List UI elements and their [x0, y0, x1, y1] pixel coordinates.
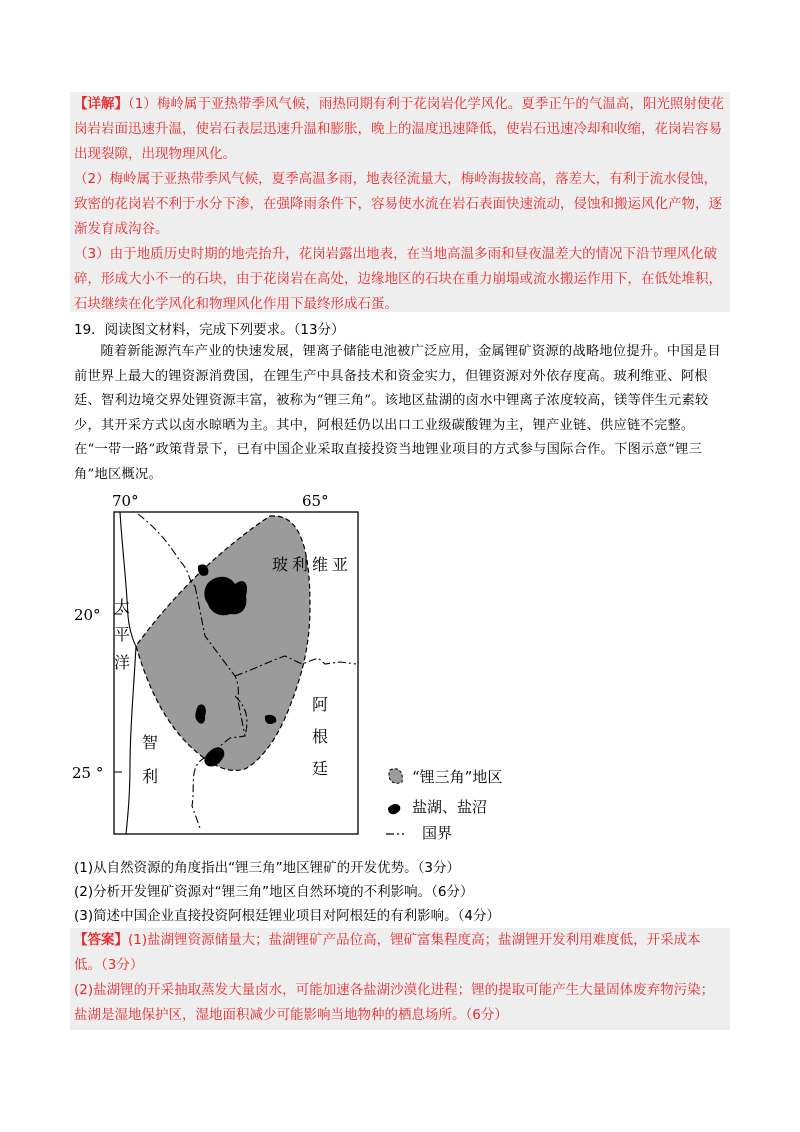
lon-label-left: 70°	[112, 492, 139, 510]
label-argentina-1: 阿	[312, 695, 329, 714]
detail-p1: 【详解】（1）梅岭属于亚热带季风气候，雨热同期有利于花岗岩化学风化。夏季正午的气温高，阳光照射使花岗岩岩面迅速升温，使岩石表层迅速升温和膨胀，晚上的温度迅速降低，使岩石迅速冷却和收缩，花岗岩容易出现裂隙，出现物理风化。	[74, 96, 724, 162]
label-bolivia: 玻利维亚	[272, 555, 353, 574]
map-legend	[386, 768, 502, 842]
answer-1: 【答案】(1)盐湖锂资源储量大；盐湖锂矿产品位高，锂矿富集程度高；盐湖锂开发利用难度低，开采成本低。（3分）	[74, 932, 701, 973]
question-title: 19．阅读图文材料，完成下列要求。（13分）	[74, 322, 345, 338]
label-argentina-3: 廷	[312, 759, 329, 778]
sub-question-2: (2)分析开发锂矿资源对“锂三角”地区自然环境的不利影响。（6分）	[74, 884, 474, 900]
legend-triangle-label: “锂三角”地区	[412, 768, 503, 786]
label-chile-2: 利	[142, 767, 159, 786]
lat-label-top: 20°	[74, 606, 101, 624]
label-argentina-2: 根	[312, 727, 329, 746]
label-chile-1: 智	[142, 733, 159, 752]
sub-question-1: (1)从自然资源的角度指出“锂三角”地区锂矿的开发优势。（3分）	[74, 860, 460, 876]
detail-explanation	[70, 92, 730, 312]
label-pacific-1: 太	[114, 597, 131, 616]
answer-block	[70, 928, 730, 1030]
legend-salt-label: 盐湖、盐沼	[412, 798, 488, 816]
label-pacific-2: 平	[114, 625, 131, 644]
question-passage: 随着新能源汽车产业的快速发展，锂离子储能电池被广泛应用，金属锂矿资源的战略地位提升。中国是目前世界上最大的锂资源消费国，在锂生产中具备技术和资金实力，但锂资源对外依存度高。玻利维亚、阿根廷、智利边境交界处锂资源丰富，被称为“锂三角”。该地区盐湖的卤水中锂离子浓度较高，镁等伴生元素较少，其开采方式以卤水晾晒为主。其中，阿根廷仍以出口工业级碳酸锂为主，锂产业链、供应链不完整。在“一带一路”政策背景下，已有中国企业采取直接投资当地锂业项目的方式参与国际合作。下图示意“锂三角”地区概况。	[74, 344, 721, 482]
answer-2: (2)盐湖锂的开采抽取蒸发大量卤水，可能加速各盐湖沙漠化进程；锂的提取可能产生大量固体废弃物污染；盐湖是湿地保护区，湿地面积减少可能影响当地物种的栖息场所。（6分）	[74, 982, 715, 1023]
detail-p3: （3）由于地质历史时期的地壳抬升，花岗岩露出地表，在当地高温多雨和昼夜温差大的情况下沿节理风化破碎，形成大小不一的石块，由于花岗岩在高处，边缘地区的石块在重力崩塌或流水搬运作用下，在低处堆积，石块继续在化学风化和物理风化作用下最终形成石蛋。	[74, 246, 722, 312]
legend-salt-swatch	[388, 804, 400, 814]
answer-tag: 【答案】	[74, 932, 128, 948]
legend-triangle-swatch	[389, 769, 402, 784]
lithium-triangle-map	[70, 486, 550, 846]
detail-tag: 【详解】	[74, 96, 128, 112]
detail-p2: （2）梅岭属于亚热带季风气候，夏季高温多雨，地表径流量大，梅岭海拔较高，落差大，有利于流水侵蚀，致密的花岗岩不利于水分下渗，在强降雨条件下，容易使水流在岩石表面快速流动，侵蚀和搬运风化产物，逐渐发育成沟谷。	[74, 171, 722, 237]
sub-question-3: (3)简述中国企业直接投资阿根廷锂业项目对阿根廷的有利影响。（4分）	[74, 908, 500, 924]
coastline	[120, 512, 136, 834]
lat-label-bottom: 25 °	[72, 764, 104, 782]
legend-border-label: 国界	[422, 824, 453, 842]
label-pacific-3: 洋	[114, 653, 131, 672]
lon-label-right: 65°	[302, 492, 329, 510]
